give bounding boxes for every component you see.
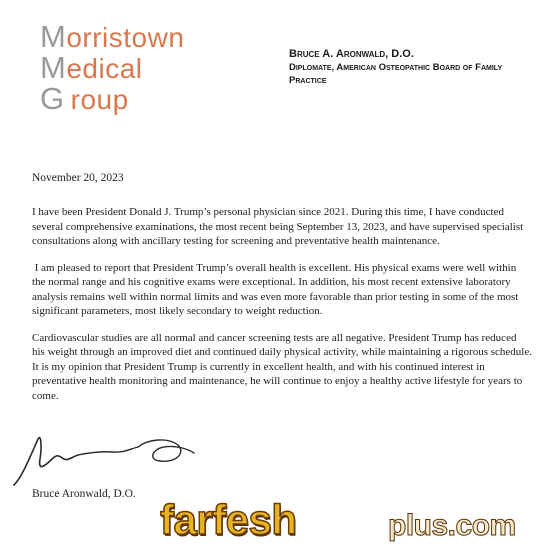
logo-word-3: roup [70, 84, 129, 115]
watermark-brand: farfesh [160, 496, 297, 543]
handwritten-signature [8, 427, 198, 497]
physician-name: Bruce A. Aronwald, D.O. [289, 48, 414, 60]
letter-date: November 20, 2023 [32, 172, 124, 184]
physician-header [289, 48, 529, 87]
organization-logo [40, 19, 220, 116]
logo-word-2: edical [66, 53, 143, 84]
logo-initial-3: G [40, 81, 65, 116]
paragraph-2: I am pleased to report that President Trump’s overall health is excellent. His physical exams were well within the normal range and his cognitive exams were exceptional. In addition, his most recent extensive laboratory analysis remains well within normal limits and was even more favorable than prior testing in some of the most significant parameters, most likely secondary to weight reduction. [32, 261, 522, 317]
logo-word-1: orristown [66, 22, 185, 53]
logo-line-2 [40, 50, 220, 85]
physician-credential-line-2: Practice [289, 75, 327, 86]
logo-line-1 [40, 19, 220, 54]
logo-initial-2: M [40, 50, 67, 85]
letter-body [32, 205, 535, 415]
logo-initial-1: M [40, 19, 67, 54]
signer-name: Bruce Aronwald, D.O. [32, 488, 136, 500]
paragraph-3: Cardiovascular studies are all normal and cancer screening tests are all negative. President Trump has reduced his weight through an improved diet and continued daily physical activity, while maintaining a rigorous schedule. It is my opinion that President Trump is currently in excellent health, and with his continued interest in preventative health monitoring and maintenance, he will continue to enjoy a healthy active lifestyle for years to come. [32, 331, 535, 402]
logo-line-3 [40, 81, 220, 116]
watermark-domain: plus.com [388, 509, 516, 542]
site-watermark [160, 497, 560, 547]
paragraph-1: I have been President Donald J. Trump’s personal physician since 2021. During this time, I have conducted several comprehensive examinations, the most recent being September 13, 2023, and have supervised specialist consultations along with ancillary testing for screening and preventative health maintenance. [32, 206, 526, 247]
physician-credential-line-1: Diplomate, American Osteopathic Board of Family [289, 62, 503, 73]
